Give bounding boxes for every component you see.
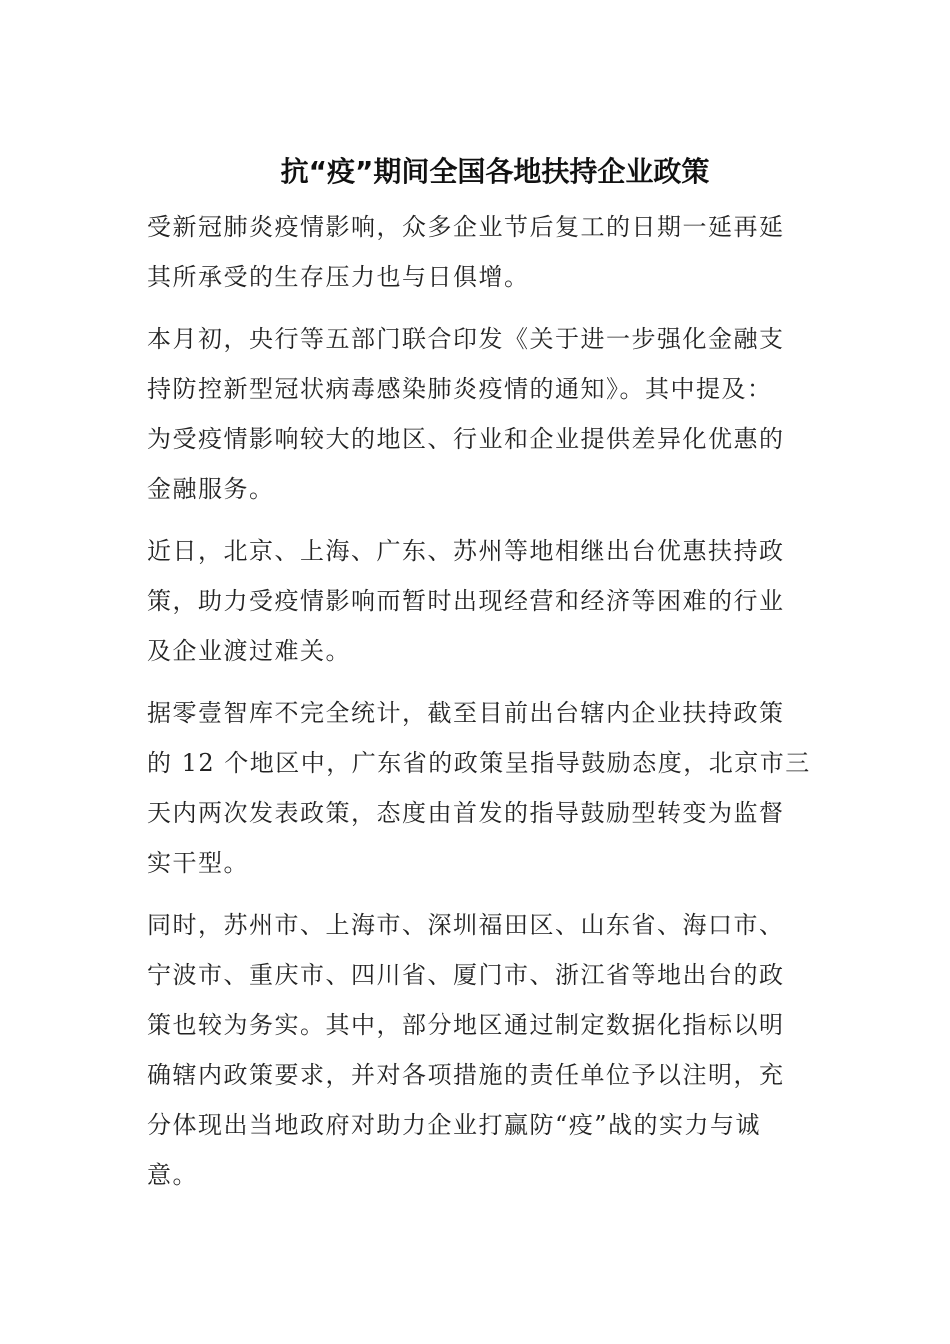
paragraph-4 <box>147 688 811 888</box>
paragraph-line: 策也较为务实。其中，部分地区通过制定数据化指标以明 <box>147 1011 785 1039</box>
paragraph-line: 及企业渡过难关。 <box>147 637 351 665</box>
paragraph-3 <box>147 526 807 676</box>
paragraph-line: 宁波市、重庆市、四川省、厦门市、浙江省等地出台的政 <box>147 961 785 989</box>
paragraph-line: 据零壹智库不完全统计，截至目前出台辖内企业扶持政策 <box>147 699 785 727</box>
paragraph-line: 受新冠肺炎疫情影响，众多企业节后复工的日期一延再延 <box>147 213 785 241</box>
paragraph-line: 本月初，央行等五部门联合印发《关于进一步强化金融支 <box>147 325 785 353</box>
paragraph-line: 分体现出当地政府对助力企业打赢防“疫”战的实力与诚 <box>147 1111 762 1139</box>
paragraph-line: 的 12 个地区中，广东省的政策呈指导鼓励态度，北京市三 <box>147 749 811 777</box>
paragraph-line: 天内两次发表政策，态度由首发的指导鼓励型转变为监督 <box>147 799 785 827</box>
paragraph-line: 策，助力受疫情影响而暂时出现经营和经济等困难的行业 <box>147 587 785 615</box>
document-body <box>147 202 811 1212</box>
paragraph-1 <box>147 202 807 302</box>
paragraph-5 <box>147 900 807 1200</box>
paragraph-line: 金融服务。 <box>147 475 275 503</box>
paragraph-line: 实干型。 <box>147 849 249 877</box>
paragraph-line: 其所承受的生存压力也与日俱增。 <box>147 263 530 291</box>
paragraph-2 <box>147 314 807 514</box>
paragraph-line: 确辖内政策要求，并对各项措施的责任单位予以注明，充 <box>147 1061 785 1089</box>
paragraph-line: 近日，北京、上海、广东、苏州等地相继出台优惠扶持政 <box>147 537 785 565</box>
document-title: 抗“疫”期间全国各地扶持企业政策 <box>280 155 710 188</box>
paragraph-line: 为受疫情影响较大的地区、行业和企业提供差异化优惠的 <box>147 425 785 453</box>
paragraph-line: 同时，苏州市、上海市、深圳福田区、山东省、海口市、 <box>147 911 785 939</box>
paragraph-line: 意。 <box>147 1161 198 1189</box>
paragraph-line: 持防控新型冠状病毒感染肺炎疫情的通知》。其中提及： <box>147 375 773 403</box>
